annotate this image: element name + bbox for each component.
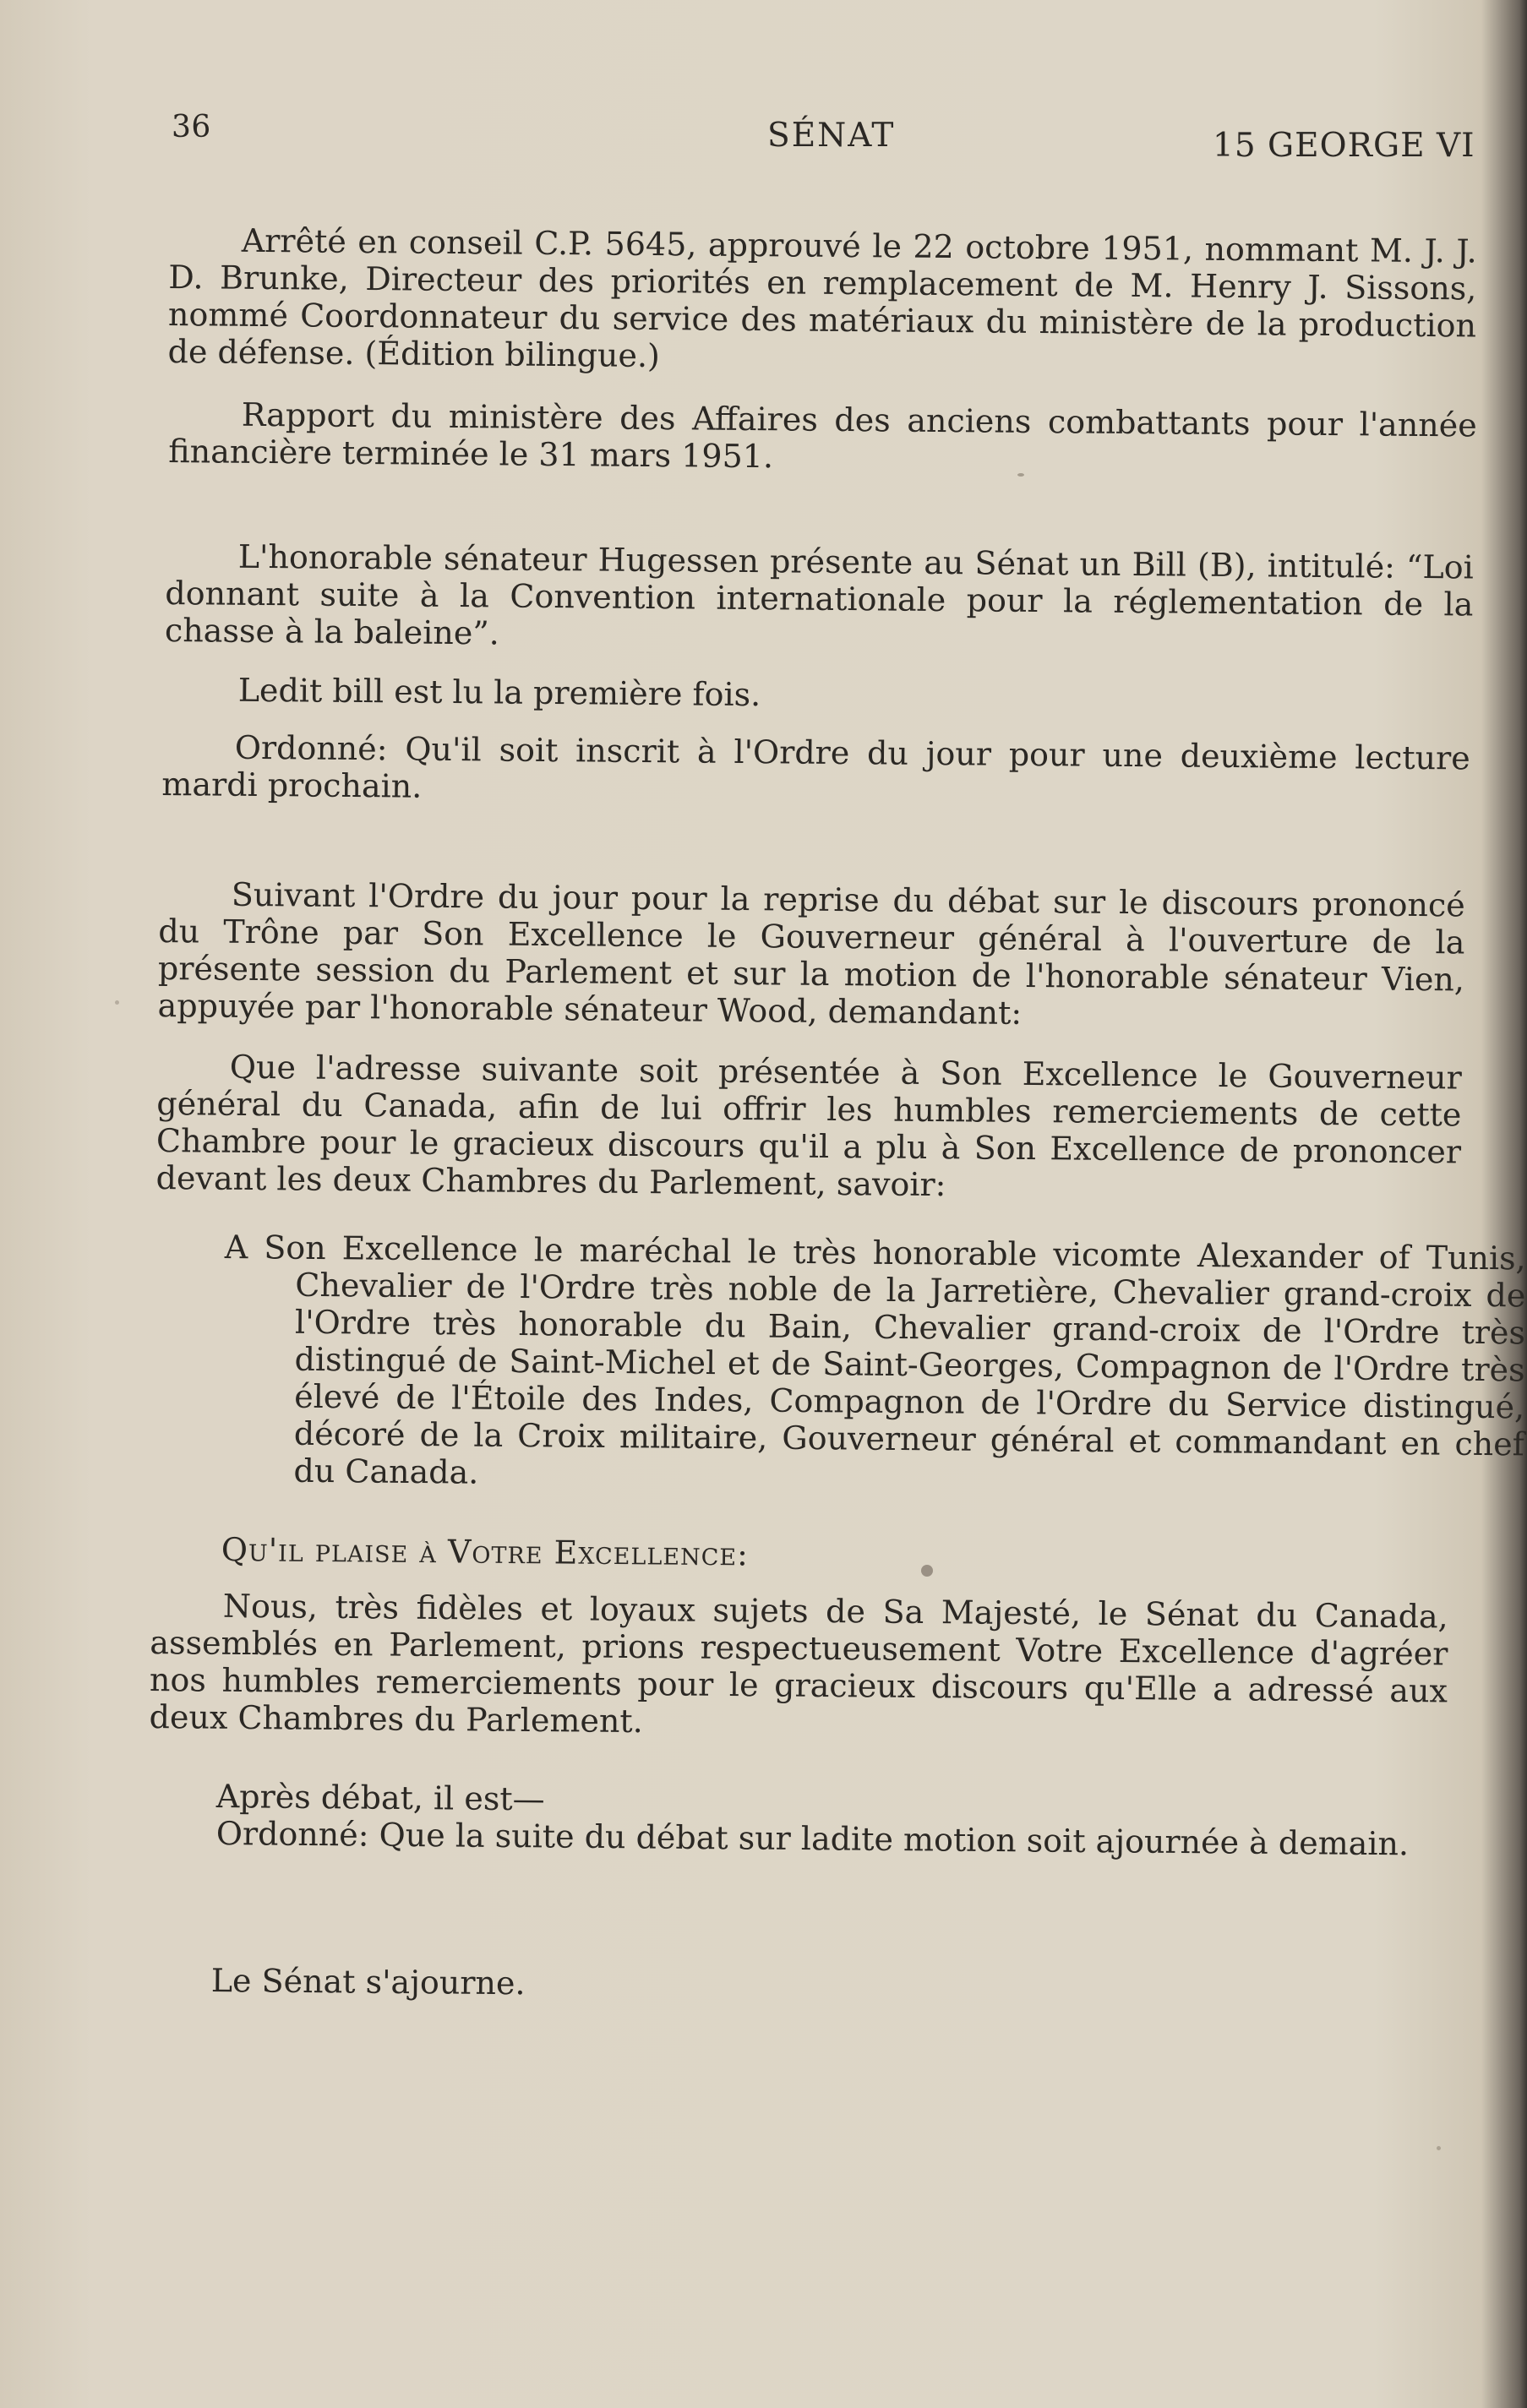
paragraph-text: L'honorable sénateur Hugessen présente au Sénat un Bill (B), intitulé: “Loi donnant suite à la Convention internationale pour la réglementation de la chasse à la baleine”. [164, 537, 1474, 652]
paper-speck [115, 1000, 119, 1005]
paragraph-address-body [149, 1587, 1448, 1746]
paragraph-text: Ordonné: Qu'il soit inscrit à l'Ordre du jour pour une deuxième lecture mardi prochain. [161, 728, 1470, 805]
paragraph-veterans-report [168, 395, 1477, 482]
paragraph-senate-adjourns: Le Sénat s'ajourne. [210, 1962, 526, 2002]
paper-speck [1017, 473, 1024, 477]
paragraph-text: Nous, très fidèles et loyaux sujets de Sa Majesté, le Sénat du Canada, assemblés en Parlement, prions respectueusement Votre Excellence d'agréer nos humbles remerciements pour le gracieux discours qu'Elle a adressé aux deux Chambres du Parlement. [149, 1587, 1448, 1741]
paragraph-ordered-adjourn: Ordonné: Que la suite du débat sur ladite motion soit ajournée à demain. [215, 1815, 1410, 1863]
paragraph-text: Arrêté en conseil C.P. 5645, approuvé le 22 octobre 1951, nommant M. J. J. D. Brunke, Directeur des priorités en remplacement de M. Henry J. Sissons, nommé Coordonnateur du service des matériaux du ministère de la production de défense. (Édition bilingue.) [167, 221, 1477, 375]
paragraph-bill-presentation [165, 537, 1474, 661]
paragraph-throne-debate [157, 875, 1464, 1035]
paragraph-text: Suivant l'Ordre du jour pour la reprise du débat sur le discours prononcé du Trône par Son Excellence le Gouverneur général à l'ouverture de la présente session du Parlement et sur la motion de l'honorable sénateur Vien, appuyée par l'honorable sénateur Wood, demandant: [157, 875, 1465, 1032]
paragraph-text: Que l'adresse suivante soit présentée à Son Excellence le Gouverneur général du Canada, afin de lui offrir les humbles remerciements de cette Chambre pour le gracieux discours qu'il a plu à Son Excellence de prononcer devant les deux Chambres du Parlement, savoir: [155, 1048, 1462, 1204]
paragraph-address-motion [155, 1048, 1461, 1207]
salutation: Qu'il plaise à Votre Excellence: [221, 1531, 750, 1573]
paragraph-ordered-second-reading [161, 728, 1470, 814]
paper-speck [1437, 2146, 1441, 2150]
paragraph-after-debate: Après débat, il est— [215, 1778, 545, 1818]
paragraph-address-to: A Son Excellence le maréchal le très honorable vicomte Alexander of Tunis, Chevalier de l'Ordre très noble de la Jarretière, Chevalier grand-croix de l'Ordre très honorable du Bain, Chevalier grand-croix de l'Ordre très distingué de Saint-Michel et de Saint-Georges, Compagnon de l'Ordre très élevé de l'Étoile des Indes, Compagnon de l'Ordre du Service distingué, décoré de la Croix militaire, Gouverneur général et commandant en chef du Canada. [224, 1229, 1526, 1491]
paragraph-first-reading [166, 671, 1474, 720]
paragraph-order-in-council [167, 221, 1476, 382]
page-number: 36 [172, 110, 211, 144]
paragraph-text: Ledit bill est lu la première fois. [237, 671, 761, 714]
running-title: SÉNAT [767, 117, 896, 155]
paragraph-text: Rapport du ministère des Affaires des anciens combattants pour l'année financière terminée le 31 mars 1951. [168, 395, 1477, 476]
paper-speck [921, 1565, 933, 1577]
regnal-year: 15 GEORGE VI [1213, 127, 1475, 165]
